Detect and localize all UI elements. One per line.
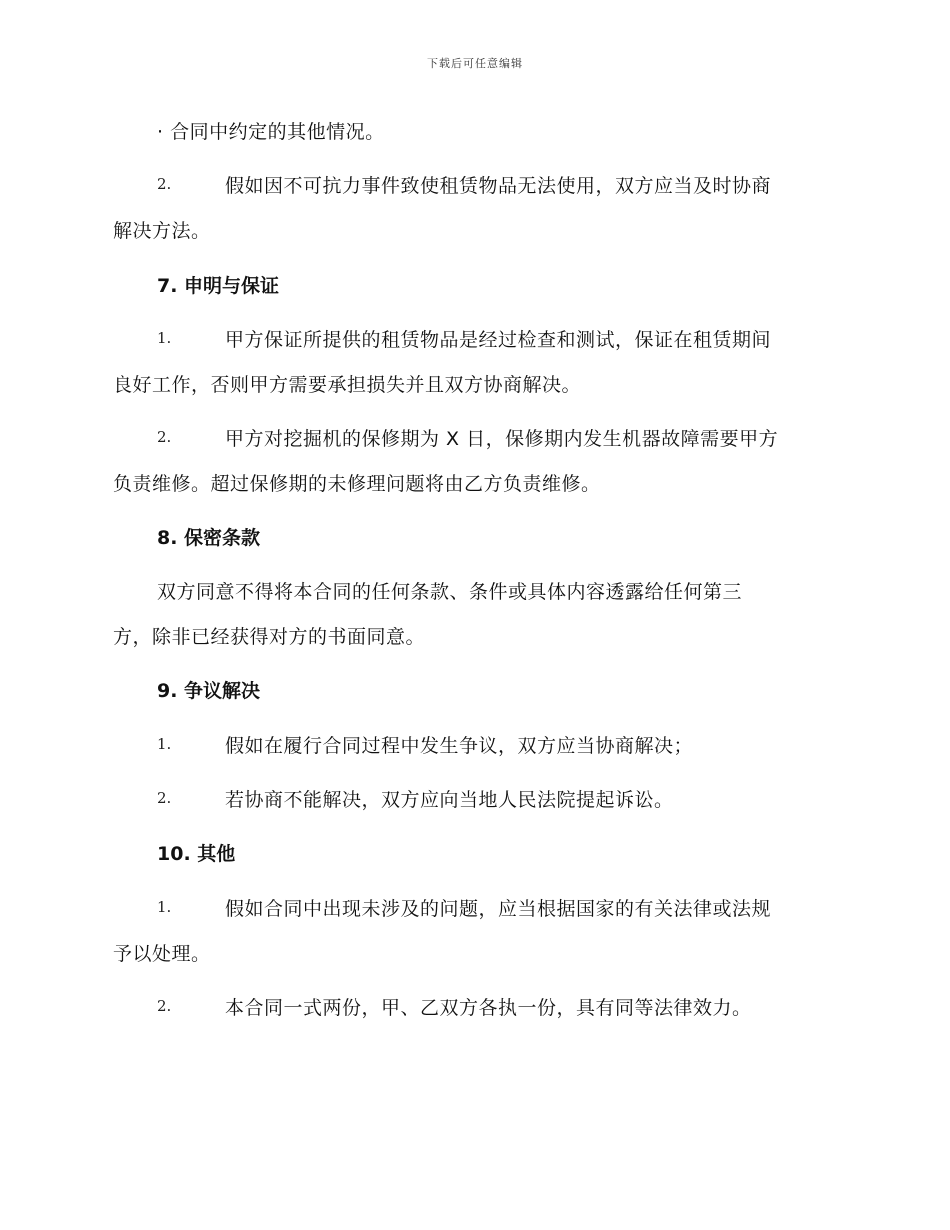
item-number: 1. — [157, 735, 172, 753]
item-text-continuation: 予以处理。 — [113, 943, 211, 965]
item-number: 1. — [157, 898, 172, 916]
section-heading: 7. 申明与保证 — [157, 275, 280, 297]
bullet-line: · 合同中约定的其他情况。 — [157, 121, 385, 143]
item-text: 若协商不能解决，双方应向当地人民法院提起诉讼。 — [225, 789, 674, 811]
paragraph-text: 双方同意不得将本合同的任何条款、条件或具体内容透露给任何第三 — [157, 581, 743, 603]
item-text-continuation: 负责维修。超过保修期的未修理问题将由乙方负责维修。 — [113, 473, 601, 495]
section-heading: 9. 争议解决 — [157, 680, 261, 702]
item-number: 1. — [157, 329, 172, 347]
item-number: 2. — [157, 428, 172, 446]
paragraph-text-continuation: 方，除非已经获得对方的书面同意。 — [113, 626, 426, 648]
item-text: 假如合同中出现未涉及的问题，应当根据国家的有关法律或法规 — [225, 898, 772, 920]
section-heading: 8. 保密条款 — [157, 527, 261, 549]
item-text: 甲方对挖掘机的保修期为 X 日，保修期内发生机器故障需要甲方 — [225, 428, 779, 450]
item-text: 假如因不可抗力事件致使租赁物品无法使用，双方应当及时协商 — [225, 175, 772, 197]
item-text: 假如在履行合同过程中发生争议，双方应当协商解决； — [225, 735, 694, 757]
section-heading: 10. 其他 — [157, 843, 236, 865]
item-number: 2. — [157, 789, 172, 807]
item-number: 2. — [157, 175, 172, 193]
item-number: 2. — [157, 997, 172, 1015]
item-text: 本合同一式两份，甲、乙双方各执一份，具有同等法律效力。 — [225, 997, 752, 1019]
item-text-continuation: 解决方法。 — [113, 220, 211, 242]
item-text: 甲方保证所提供的租赁物品是经过检查和测试，保证在租赁期间 — [225, 329, 772, 351]
page-header: 下载后可任意编辑 — [427, 57, 523, 70]
item-text-continuation: 良好工作，否则甲方需要承担损失并且双方协商解决。 — [113, 374, 582, 396]
